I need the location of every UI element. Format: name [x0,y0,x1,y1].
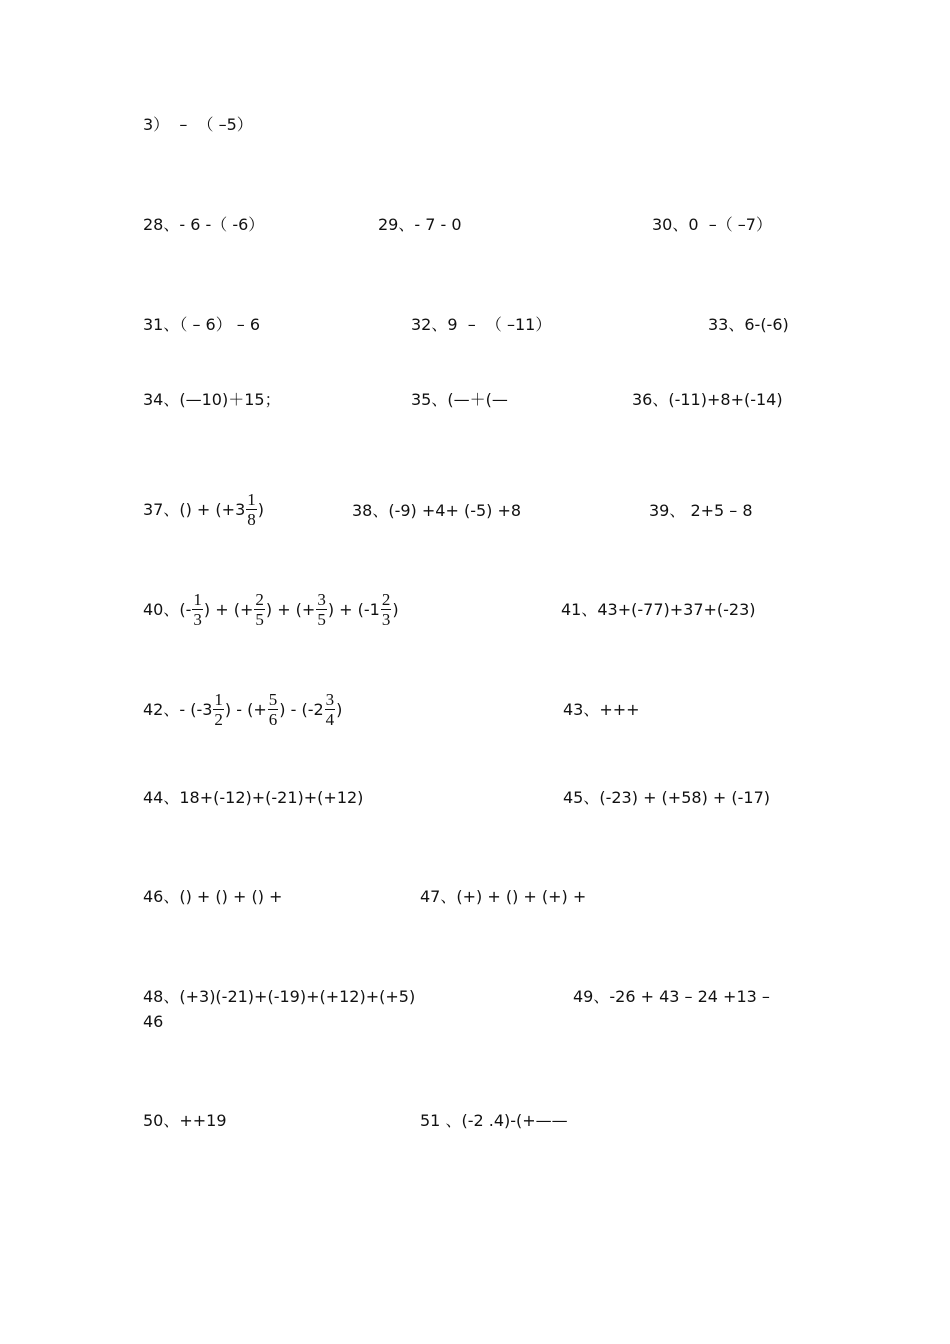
problem-47: 47、(+) + () + (+) + [420,887,587,906]
problem-51: 51 、(-2 .4)-(+—— [420,1111,568,1130]
problem-37-prefix: 37、() + (+3 [143,499,246,519]
problem-top-continuation: 3） – （ –5） [143,115,253,134]
problem-42: 42、- (-3 $\frac{1}{2}$ ) - (+ $\frac{5}{6}$ ) - (-2 $\frac{3}{4}$ ) [143,690,343,729]
problem-44: 44、18+(-12)+(-21)+(+12) [143,788,364,807]
problem-50: 50、++19 [143,1111,227,1130]
fraction: $\frac{3}{5}$ [317,590,326,629]
fraction: $\frac{3}{4}$ [325,690,335,729]
problem-33: 33、6-(-6) [708,315,789,334]
fraction: $\frac{5}{6}$ [268,690,278,729]
problem-37-suffix: ) [257,499,265,519]
fraction: $\frac{1}{2}$ [214,690,223,729]
problem-35: 35、(—＋(— [411,390,508,409]
problem-36: 36、(-11)+8+(-14) [632,390,783,409]
problem-39: 39、 2+5 – 8 [649,501,753,520]
problem-29: 29、- 7 - 0 [378,215,462,234]
fraction: $\frac{2}{3}$ [381,590,391,629]
problem-34: 34、(—10)＋15； [143,390,281,409]
problem-49-continuation: 46 [143,1012,164,1031]
problem-41: 41、43+(-77)+37+(-23) [561,600,756,619]
problem-31: 31、（ – 6） – 6 [143,315,261,334]
problem-37 [143,490,264,529]
problem-49: 49、-26 + 43 – 24 +13 – [573,987,770,1006]
problem-32: 32、9 – （ –11） [411,315,552,334]
problem-28: 28、- 6 -（ -6） [143,215,265,234]
problem-30: 30、0 –（ –7） [652,215,772,234]
problem-40: 40、(- $\frac{1}{3}$ ) + (+ $\frac{2}{5}$ ) + (+ $\frac{3}{5}$ ) + (-1 $\frac{2}{3}$ ) [143,590,399,629]
problem-45: 45、(-23) + (+58) + (-17) [563,788,771,807]
fraction: $\frac{1}{8}$ [247,490,256,529]
problem-46: 46、() + () + () + [143,887,283,906]
problem-43: 43、+++ [563,700,640,719]
fraction: $\frac{1}{3}$ [193,590,202,629]
problem-38: 38、(-9) +4+ (-5) +8 [352,501,522,520]
problem-48: 48、(+3)(-21)+(-19)+(+12)+(+5) [143,987,416,1006]
fraction: $\frac{2}{5}$ [255,590,264,629]
